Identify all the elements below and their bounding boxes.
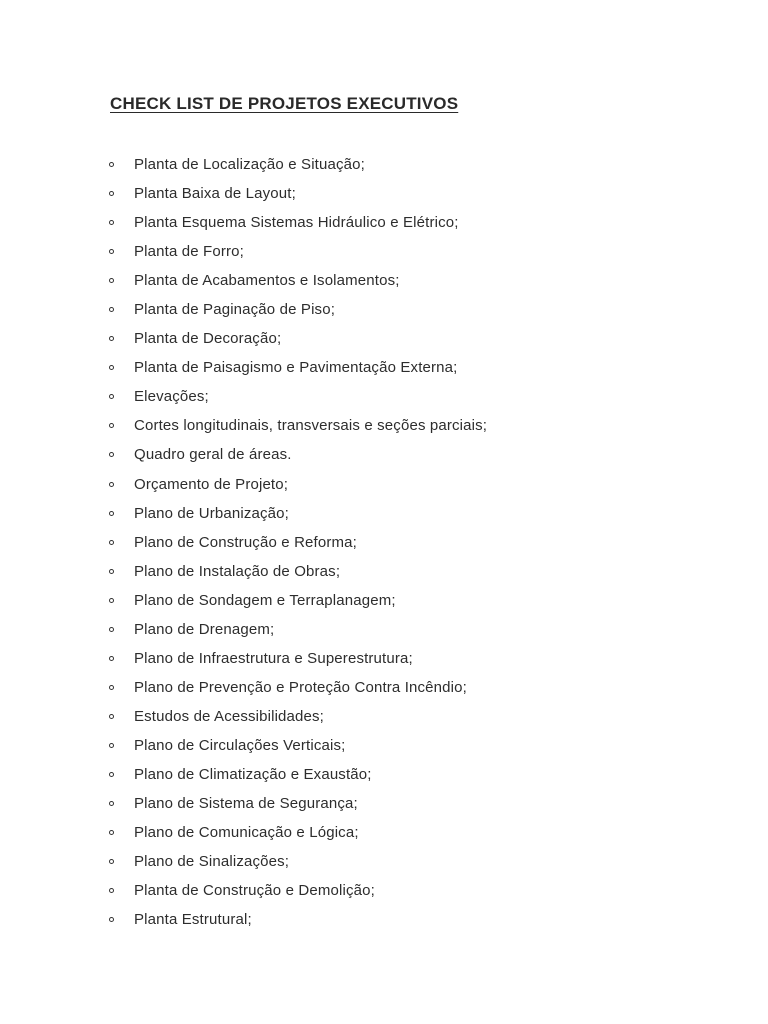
list-item-text: Planta de Localização e Situação; <box>134 156 365 173</box>
list-item-text: Planta de Forro; <box>134 243 244 261</box>
document-title: CHECK LIST DE PROJETOS EXECUTIVOS <box>110 94 459 113</box>
list-item-text: Plano de Prevenção e Proteção Contra Incêndio; <box>134 678 467 696</box>
list-item-text: Planta de Paisagismo e Pavimentação Externa; <box>134 359 458 377</box>
list-item-text: Planta Estrutural; <box>134 911 252 929</box>
hollow-circle-bullet-icon <box>109 830 114 835</box>
hollow-circle-bullet-icon <box>109 365 114 370</box>
hollow-circle-bullet-icon <box>109 772 114 777</box>
list-item-text: Plano de Construção e Reforma; <box>134 533 357 551</box>
list-item-text: Planta de Construção e Demolição; <box>134 882 375 900</box>
list-item-text: Planta Baixa de Layout; <box>134 185 296 203</box>
hollow-circle-bullet-icon <box>109 888 114 893</box>
hollow-circle-bullet-icon <box>109 482 114 487</box>
hollow-circle-bullet-icon <box>109 394 114 399</box>
hollow-circle-bullet-icon <box>109 859 114 864</box>
list-item-text: Plano de Infraestrutura e Superestrutura; <box>134 649 413 667</box>
hollow-circle-bullet-icon <box>109 598 114 603</box>
list-item-text: Plano de Instalação de Obras; <box>134 562 341 580</box>
hollow-circle-bullet-icon <box>109 801 114 806</box>
hollow-circle-bullet-icon <box>109 220 114 225</box>
hollow-circle-bullet-icon <box>109 540 114 545</box>
hollow-circle-bullet-icon <box>109 685 114 690</box>
hollow-circle-bullet-icon <box>109 336 114 341</box>
list-item-text: Plano de Circulações Verticais; <box>134 736 346 754</box>
list-item-text: Cortes longitudinais, transversais e seções parciais; <box>134 417 488 435</box>
hollow-circle-bullet-icon <box>109 743 114 748</box>
list-item-text: Elevações; <box>134 388 209 406</box>
hollow-circle-bullet-icon <box>109 249 114 254</box>
list-item-text: Plano de Sondagem e Terraplanagem; <box>134 591 396 609</box>
hollow-circle-bullet-icon <box>109 162 114 167</box>
list-item-text: Plano de Sistema de Segurança; <box>134 795 358 813</box>
hollow-circle-bullet-icon <box>109 423 114 428</box>
list-item-text: Plano de Urbanização; <box>134 504 289 522</box>
hollow-circle-bullet-icon <box>109 656 114 661</box>
hollow-circle-bullet-icon <box>109 278 114 283</box>
hollow-circle-bullet-icon <box>109 511 114 516</box>
list-item-text: Estudos de Acessibilidades; <box>134 707 324 725</box>
hollow-circle-bullet-icon <box>109 714 114 719</box>
hollow-circle-bullet-icon <box>109 569 114 574</box>
hollow-circle-bullet-icon <box>109 627 114 632</box>
hollow-circle-bullet-icon <box>109 452 114 457</box>
hollow-circle-bullet-icon <box>109 917 114 922</box>
list-item-text: Plano de Comunicação e Lógica; <box>134 824 359 842</box>
hollow-circle-bullet-icon <box>109 307 114 312</box>
list-item-text: Planta de Acabamentos e Isolamentos; <box>134 272 400 290</box>
hollow-circle-bullet-icon <box>109 191 114 196</box>
list-item-text: Plano de Sinalizações; <box>134 853 290 871</box>
list-item-text: Quadro geral de áreas. <box>134 446 292 464</box>
list-item-text: Plano de Climatização e Exaustão; <box>134 765 372 783</box>
list-item-text: Planta de Paginação de Piso; <box>134 301 336 319</box>
list-item-text: Planta de Decoração; <box>134 330 282 348</box>
list-item-text: Orçamento de Projeto; <box>134 475 289 493</box>
list-item-text: Planta Esquema Sistemas Hidráulico e Elétrico; <box>134 214 459 232</box>
list-item-text: Plano de Drenagem; <box>134 620 275 638</box>
